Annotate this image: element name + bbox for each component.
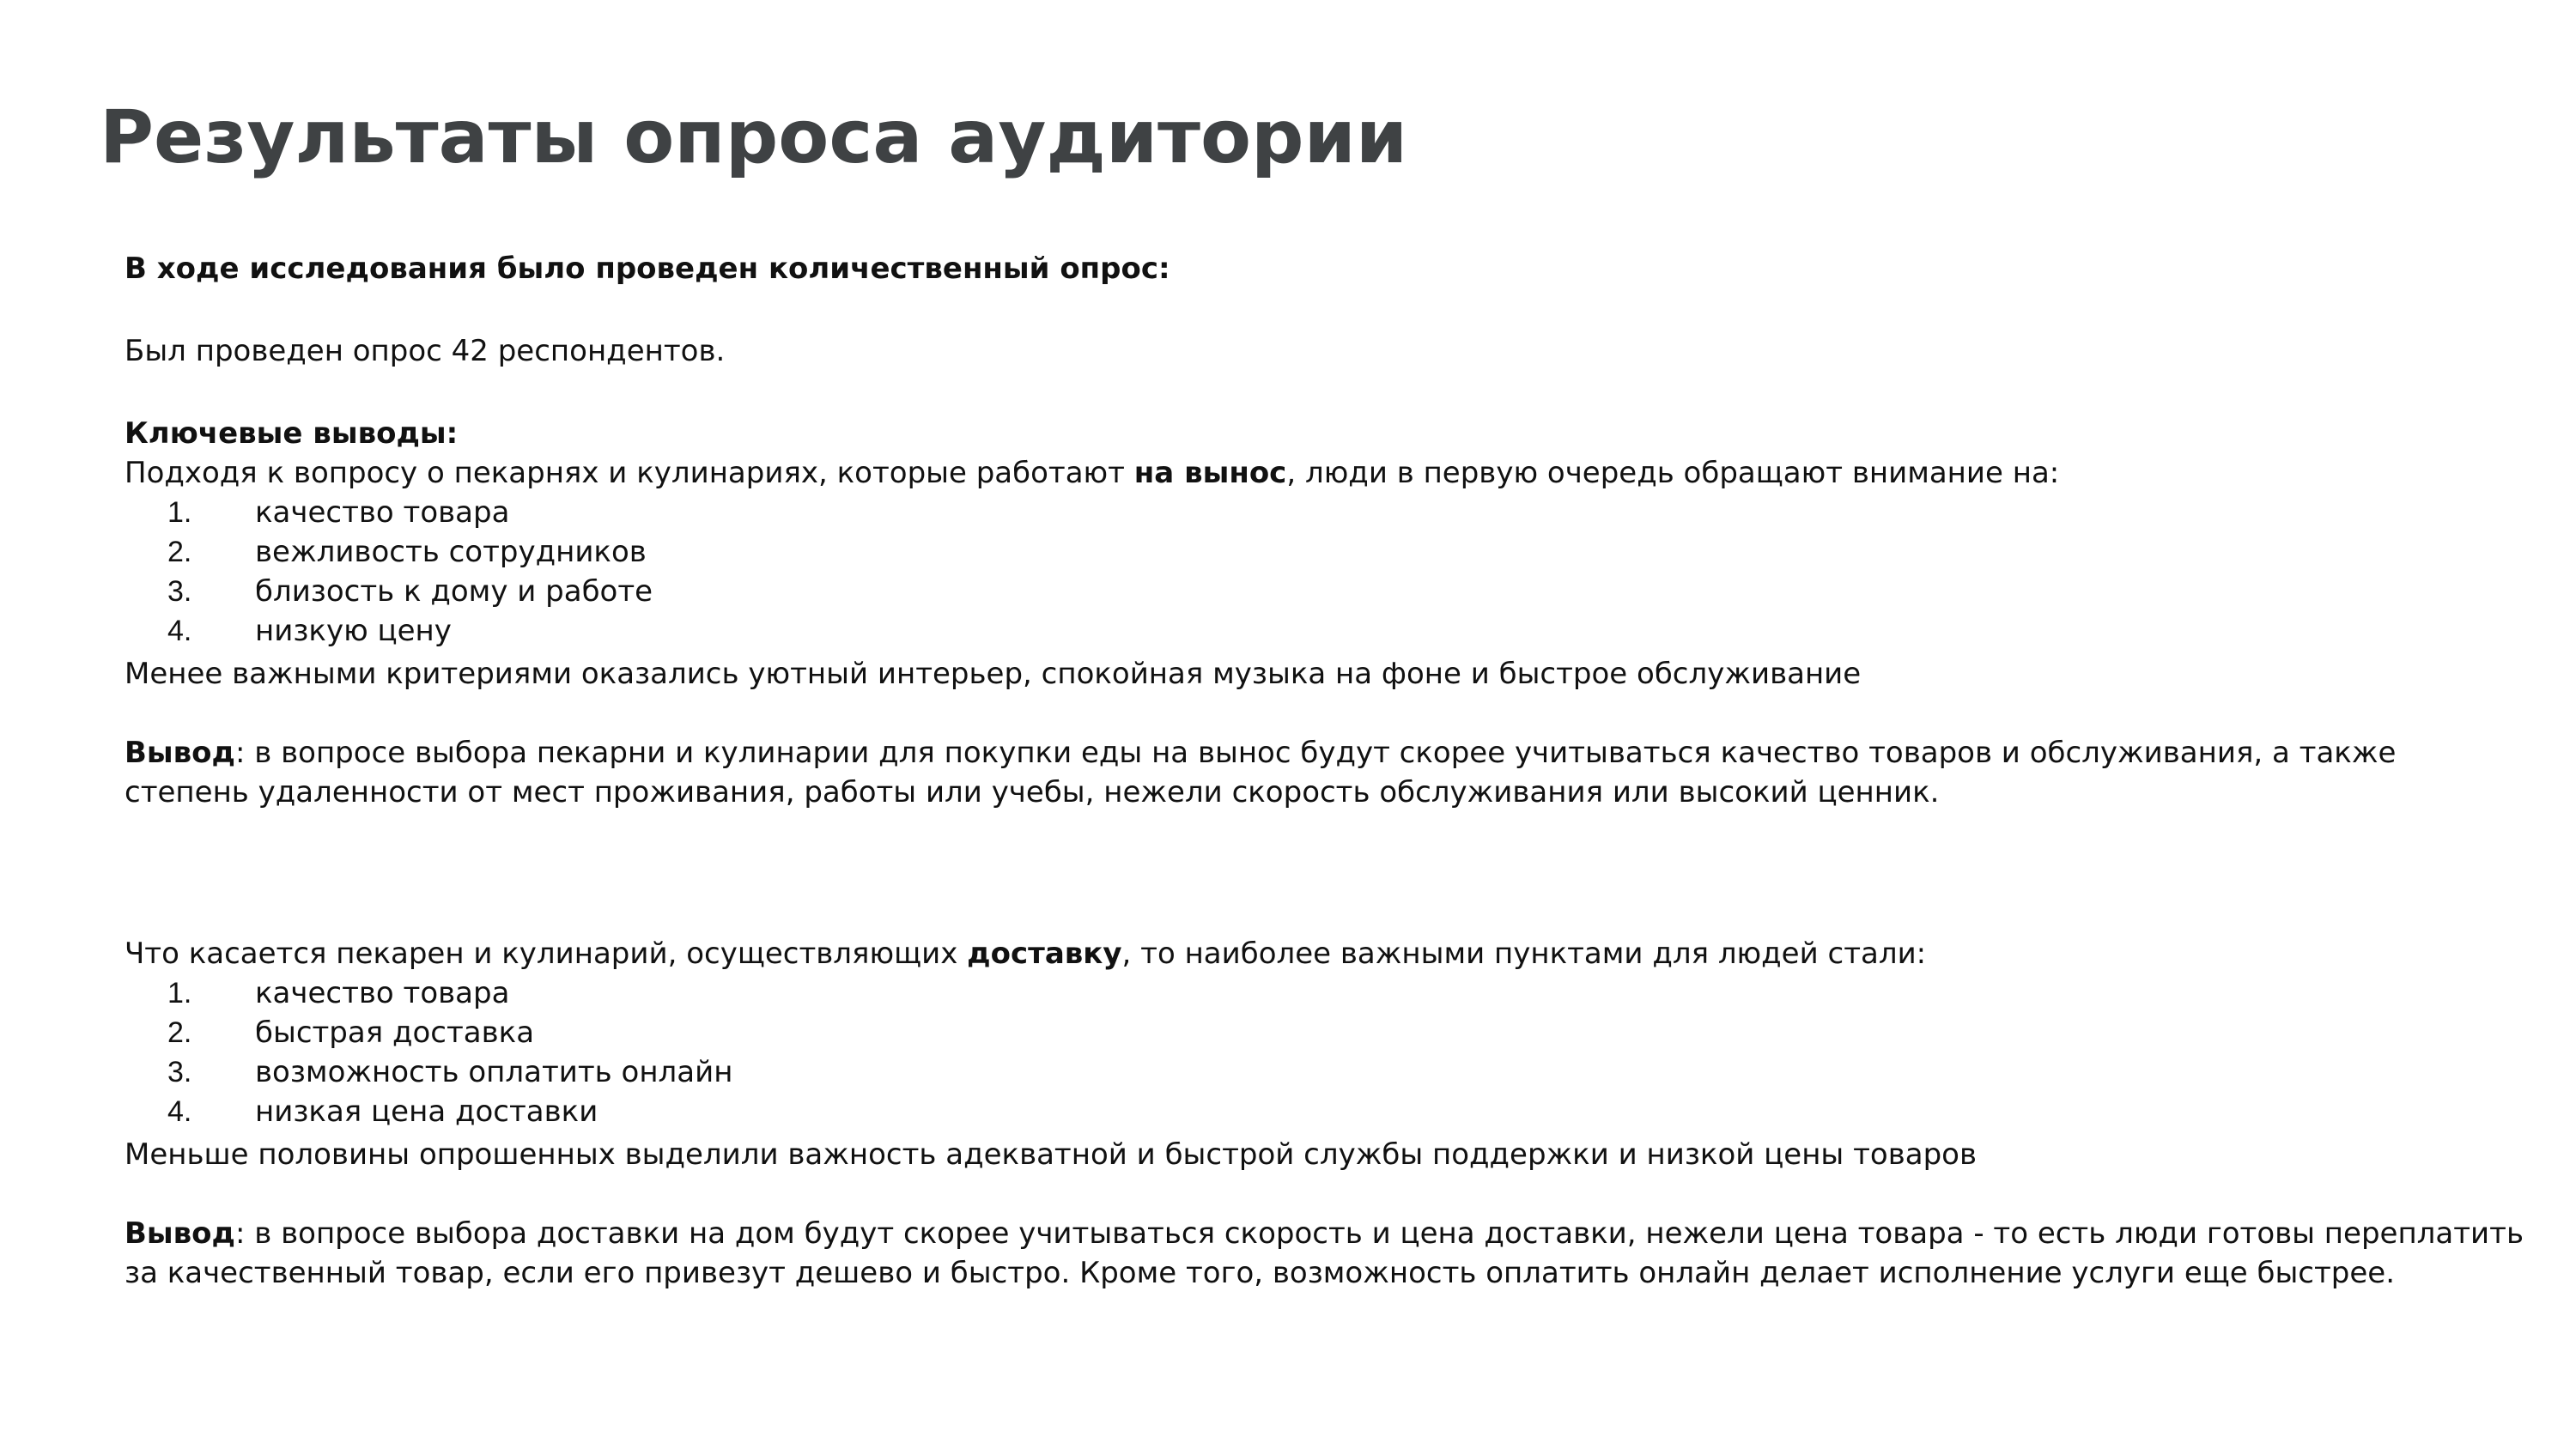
list-item-number: 3. (167, 1056, 192, 1088)
list-item-text: близость к дому и работе (255, 574, 653, 609)
list-item-number: 3. (167, 575, 192, 608)
delivery-intro-before: Что касается пекарен и кулинарий, осуществляющих (125, 937, 968, 971)
delivery-intro-after: , то наиболее важными пунктами для людей стали: (1121, 937, 1927, 971)
delivery-list (125, 973, 2494, 1131)
list-item (125, 532, 2494, 572)
takeaway-list (125, 493, 2494, 651)
list-item (125, 1052, 2494, 1092)
list-item (125, 1013, 2494, 1052)
conclusion-label: Вывод (125, 1216, 235, 1251)
list-item (125, 973, 2494, 1013)
list-item (125, 611, 2494, 651)
list-item-number: 1. (167, 977, 192, 1009)
takeaway-conclusion-line2: степень удаленности от мест проживания, работы или учебы, нежели скорость обслуживания или высокий ценник. (125, 775, 1940, 809)
list-item-text: качество товара (255, 976, 510, 1010)
takeaway-intro (125, 453, 2494, 493)
takeaway-conclusion-line1 (125, 733, 2494, 773)
list-item (125, 493, 2494, 532)
list-item-text: вежливость сотрудников (255, 535, 647, 569)
list-item-text: низкая цена доставки (255, 1094, 598, 1129)
takeaway-intro-before: Подходя к вопросу о пекарнях и кулинариях, которые работают (125, 456, 1134, 490)
list-item (125, 572, 2494, 611)
takeaway-minor-criteria: Менее важными критериями оказались уютный интерьер, спокойная музыка на фоне и быстрое обслуживание (125, 657, 1862, 691)
conclusion-text: : в вопросе выбора доставки на дом будут скорее учитываться скорость и цена доставки, нежели цена товара - то есть люди готовы переплатить (235, 1216, 2524, 1251)
list-item-number: 4. (167, 1095, 192, 1128)
takeaway-intro-bold: на вынос (1133, 456, 1287, 490)
list-item-number: 1. (167, 496, 192, 529)
slide-body (125, 249, 2524, 1293)
list-item-text: возможность оплатить онлайн (255, 1055, 733, 1089)
delivery-minor-criteria: Меньше половины опрошенных выделили важность адекватной и быстрой службы поддержки и низкой цены товаров (125, 1137, 1977, 1172)
delivery-conclusion-line1 (125, 1214, 2524, 1253)
list-item (125, 1092, 2494, 1131)
list-item-text: низкую цену (255, 614, 452, 648)
takeaway-intro-after: , люди в первую очередь обращают внимание на: (1286, 456, 2060, 490)
conclusion-text: : в вопросе выбора пекарни и кулинарии для покупки еды на вынос будут скорее учитываться качество товаров и обслуживания, а также (235, 736, 2397, 770)
delivery-conclusion-line2: за качественный товар, если его привезут дешево и быстро. Кроме того, возможность оплатить онлайн делает исполнение услуги еще быстрее. (125, 1256, 2396, 1290)
delivery-intro (125, 934, 2494, 973)
intro-heading: В ходе исследования было проведен количественный опрос: (125, 252, 1170, 286)
key-findings-heading: Ключевые выводы: (125, 416, 459, 451)
conclusion-label: Вывод (125, 736, 235, 770)
delivery-intro-bold: доставку (967, 937, 1122, 971)
list-item-number: 2. (167, 1016, 192, 1049)
list-item-text: быстрая доставка (255, 1016, 535, 1050)
list-item-text: качество товара (255, 495, 510, 530)
slide-title: Результаты опроса аудитории (100, 94, 1408, 180)
list-item-number: 4. (167, 615, 192, 647)
respondents-text: Был проведен опрос 42 респондентов. (125, 334, 726, 368)
list-item-number: 2. (167, 536, 192, 568)
